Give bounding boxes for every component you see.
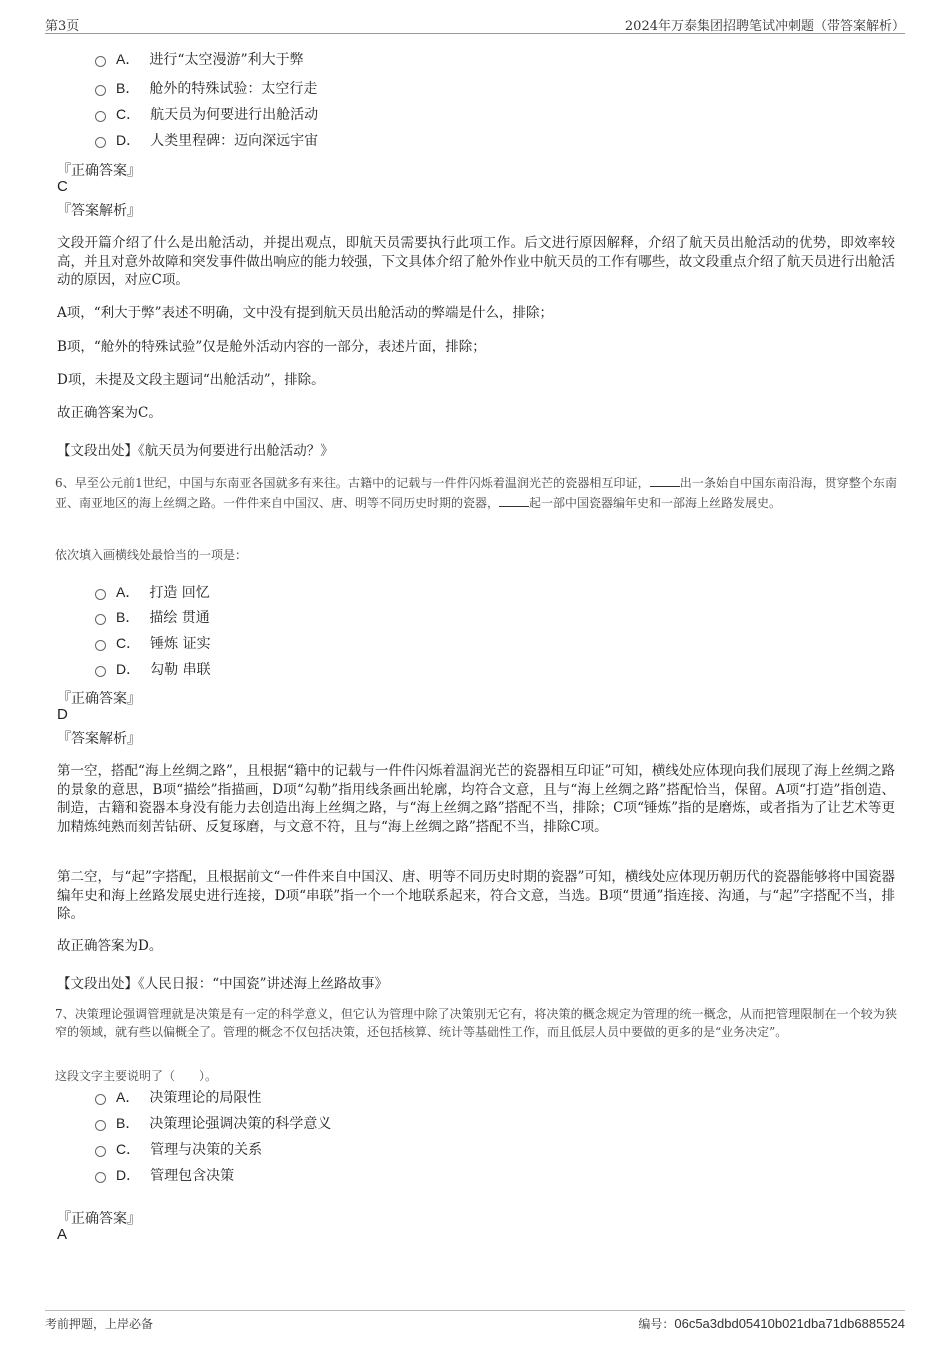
q5-conclusion: 故正确答案为C。 xyxy=(57,405,162,421)
document-code: 编号：06c5a3dbd05410b021dba71db6885524 xyxy=(638,1316,905,1331)
q6-option-d[interactable]: D． 勾勒 串联 xyxy=(95,659,211,679)
radio-icon[interactable] xyxy=(95,1120,106,1131)
q6-analysis-label: 『答案解析』 xyxy=(57,731,141,747)
q6-stem: 6、早至公元前1世纪，中国与东南亚各国就多有来往。古籍中的记载与一件件闪烁着温润光芒的瓷器相互印证， 出一条始自中国东南沿海，贯穿整个东南亚、南亚地区的海上丝绸之路。一件件来自中国汉、唐、明等不同历史时期的瓷器， 起一部中国瓷器编年史和一部海上丝路发展史。 xyxy=(55,476,897,510)
radio-icon[interactable] xyxy=(95,85,106,96)
q6-conclusion: 故正确答案为D。 xyxy=(57,938,163,954)
document-title: 2024年万泰集团招聘笔试冲刺题（带答案解析） xyxy=(624,19,905,34)
q5-option-a[interactable]: A． 进行“太空漫游”利大于弊 xyxy=(95,49,304,69)
radio-icon[interactable] xyxy=(95,1094,106,1105)
q7-prompt: 这段文字主要说明了（ ）。 xyxy=(55,1069,218,1083)
q7-option-d[interactable]: D． 管理包含决策 xyxy=(95,1165,234,1185)
fill-blank xyxy=(650,474,680,487)
radio-icon[interactable] xyxy=(95,640,106,651)
radio-icon[interactable] xyxy=(95,111,106,122)
q5-analysis-paragraph: D项，未提及文段主题词“出舱活动”，排除。 xyxy=(57,372,325,388)
q5-option-c[interactable]: C． 航天员为何要进行出舱活动 xyxy=(95,104,318,124)
q5-analysis-label: 『答案解析』 xyxy=(57,203,141,219)
radio-icon[interactable] xyxy=(95,1172,106,1183)
q6-source: 【文段出处】《人民日报：“中国瓷”讲述海上丝路故事》 xyxy=(57,976,389,992)
q5-option-d[interactable]: D． 人类里程碑：迈向深远宇宙 xyxy=(95,130,318,150)
radio-icon[interactable] xyxy=(95,1146,106,1157)
fill-blank xyxy=(499,494,529,507)
q6-option-a[interactable]: A． 打造 回忆 xyxy=(95,582,210,602)
page-number: 第3页 xyxy=(45,19,80,34)
q7-answer-label: 『正确答案』 xyxy=(57,1211,141,1227)
q7-stem: 7、决策理论强调管理就是决策是有一定的科学意义，但它认为管理中除了决策别无它有，将决策的概念规定为管理的统一概念，从而把管理限制在一个较为狭窄的领域，就有些以偏概全了。管理的概念不仅包括决策，还包括核算、统计等基础性工作，而且低层人员中要做的更多的是“业务决定”。 xyxy=(55,1007,897,1039)
footer-slogan: 考前押题，上岸必备 xyxy=(45,1317,154,1331)
q6-option-c[interactable]: C． 锤炼 证实 xyxy=(95,633,211,653)
q6-analysis-paragraph: 第一空，搭配“海上丝绸之路”，且根据“籍中的记载与一件件闪烁着温润光芒的瓷器相互印证”可知，横线处应体现向我们展现了海上丝绸之路的景象的意思，B项“描绘”指描画，D项“勾勒”指用线条画出轮廓，均符合文意，且与“海上丝绸之路”搭配恰当，保留。A项“打造”指创造、制造，古籍和瓷器本身没有能力去创造出海上丝绸之路，与“海上丝绸之路”搭配不当，排除；C项“锤炼”指的是磨炼，或者指为了让艺术等更加精炼纯熟而刻苦钻研、反复琢磨，与文意不符，且与“海上丝绸之路”搭配不当，排除C项。 xyxy=(57,763,895,835)
q7-answer: A xyxy=(57,1226,68,1243)
radio-icon[interactable] xyxy=(95,56,106,67)
q5-analysis-paragraph: A项，“利大于弊”表述不明确，文中没有提到航天员出舱活动的弊端是什么，排除； xyxy=(57,305,554,321)
q5-answer-label: 『正确答案』 xyxy=(57,163,141,179)
q6-analysis-paragraph: 第二空，与“起”字搭配，且根据前文“一件件来自中国汉、唐、明等不同历史时期的瓷器”可知，横线处应体现历朝历代的瓷器能够将中国瓷器编年史和海上丝路发展史进行连接，D项“串联”指一个一个地联系起来，符合文意，当选。B项“贯通”指连接、沟通，与“起”字搭配不当，排除。 xyxy=(57,869,895,922)
page-header xyxy=(45,13,905,34)
radio-icon[interactable] xyxy=(95,666,106,677)
q6-answer: D xyxy=(57,706,68,723)
q7-option-c[interactable]: C． 管理与决策的关系 xyxy=(95,1139,262,1159)
q5-analysis-paragraph: 文段开篇介绍了什么是出舱活动，并提出观点，即航天员需要执行此项工作。后文进行原因解释，介绍了航天员出舱活动的优势，即效率较高，并且对意外故障和突发事件做出响应的能力较强，下文具体介绍了舱外作业中航天员的工作有哪些，故文段重点介绍了航天员进行出舱活动的原因，对应C项。 xyxy=(57,235,895,288)
radio-icon[interactable] xyxy=(95,589,106,600)
q7-option-b[interactable]: B． 决策理论强调决策的科学意义 xyxy=(95,1113,331,1133)
q5-option-b[interactable]: B． 舱外的特殊试验：太空行走 xyxy=(95,78,317,98)
page-footer xyxy=(45,1310,905,1335)
radio-icon[interactable] xyxy=(95,137,106,148)
q5-source: 【文段出处】《航天员为何要进行出舱活动？》 xyxy=(57,443,334,459)
q6-option-b[interactable]: B． 描绘 贯通 xyxy=(95,607,210,627)
radio-icon[interactable] xyxy=(95,614,106,625)
q5-answer: C xyxy=(57,178,68,195)
q6-prompt: 依次填入画横线处最恰当的一项是： xyxy=(55,548,248,562)
q5-analysis-paragraph: B项，“舱外的特殊试验”仅是舱外活动内容的一部分，表述片面，排除； xyxy=(57,339,486,355)
q7-option-a[interactable]: A． 决策理论的局限性 xyxy=(95,1087,261,1107)
q6-answer-label: 『正确答案』 xyxy=(57,691,141,707)
